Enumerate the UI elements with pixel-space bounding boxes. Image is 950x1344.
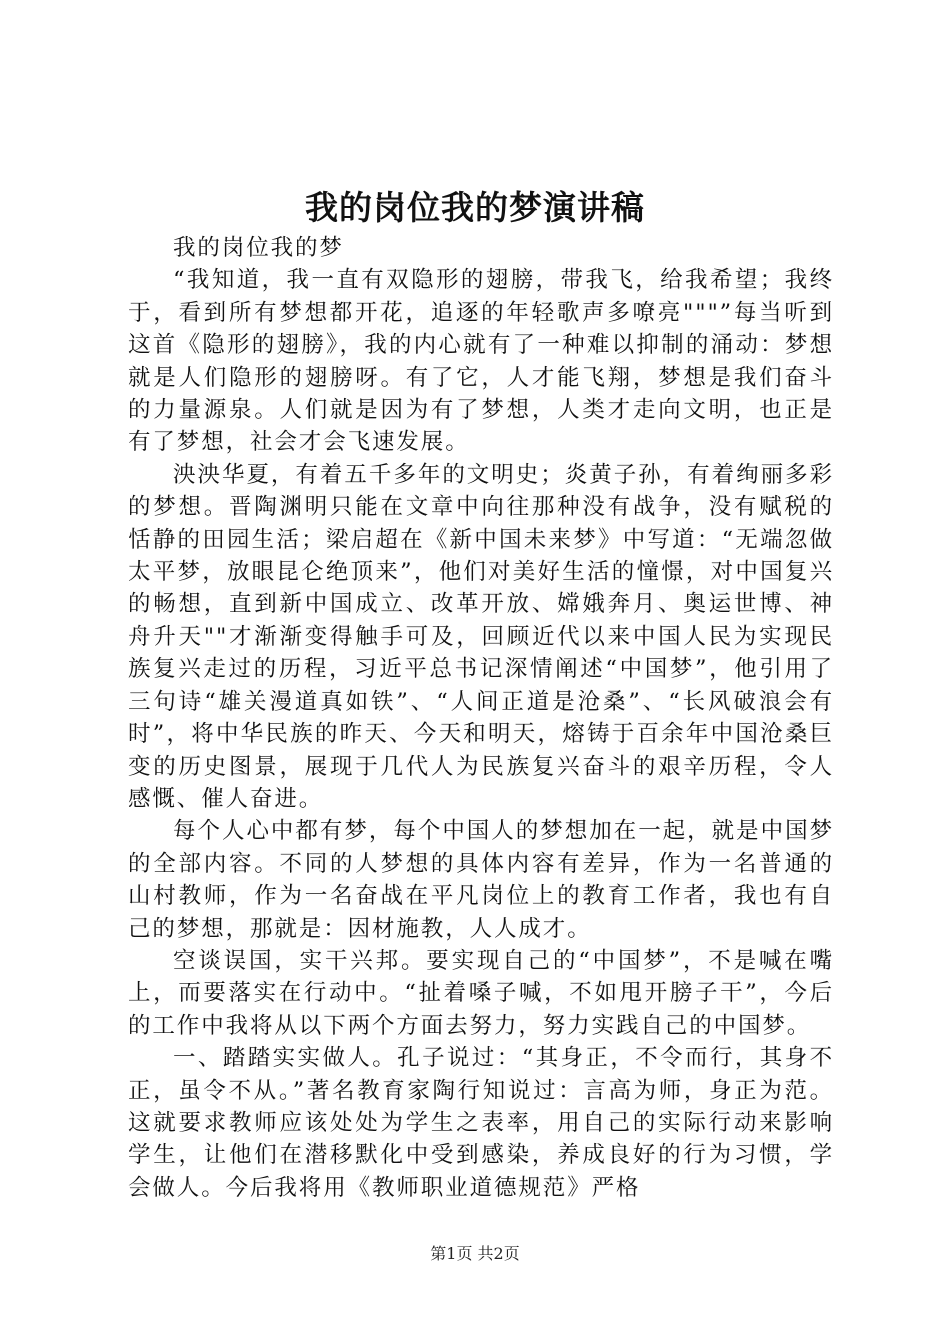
paragraph: 空谈误国，实干兴邦。要实现自己的“中国梦”，不是喊在嘴上，而要落实在行动中。“扯着嗓子喊，不如甩开膀子干”，今后的工作中我将从以下两个方面去努力，努力实践自己的中国梦。 [128, 947, 834, 1039]
paragraph: 泱泱华夏，有着五千多年的文明史；炎黄子孙，有着绚丽多彩的梦想。晋陶渊明只能在文章中向往那种没有战争，没有赋税的恬静的田园生活；梁启超在《新中国未来梦》中写道：“无端忽做太平梦，放眼昆仑绝顶来”，他们对美好生活的憧憬，对中国复兴的畅想，直到新中国成立、改革开放、嫦娥奔月、奥运世博、神舟升天""才渐渐变得触手可及，回顾近代以来中国人民为实现民族复兴走过的历程，习近平总书记深情阐述“中国梦”，他引用了三句诗“雄关漫道真如铁”、“人间正道是沧桑”、“长风破浪会有时”，将中华民族的昨天、今天和明天，熔铸于百余年中国沧桑巨变的历史图景，展现于几代人为民族复兴奋斗的艰辛历程，令人感慨、催人奋进。 [128, 461, 834, 812]
page-footer: 第1页 共2页 [430, 1244, 520, 1263]
document-body [128, 232, 834, 1204]
paragraph: 每个人心中都有梦，每个中国人的梦想加在一起，就是中国梦的全部内容。不同的人梦想的具体内容有差异，作为一名普通的山村教师，作为一名奋战在平凡岗位上的教育工作者，我也有自己的梦想，那就是：因材施教，人人成才。 [128, 818, 834, 942]
paragraph: “我知道，我一直有双隐形的翅膀，带我飞，给我希望；我终于，看到所有梦想都开花，追逐的年轻歌声多嘹亮"""”每当听到这首《隐形的翅膀》，我的内心就有了一种难以抑制的涌动：梦想就是人们隐形的翅膀呀。有了它，人才能飞翔，梦想是我们奋斗的力量源泉。人们就是因为有了梦想，人类才走向文明，也正是有了梦想，社会才会飞速发展。 [128, 267, 834, 456]
speech-subtitle: 我的岗位我的梦 [173, 235, 344, 261]
document-title: 我的岗位我的梦演讲稿 [305, 188, 645, 227]
paragraph: 一、踏踏实实做人。孔子说过：“其身正，不令而行，其身不正，虽令不从。”著名教育家陶行知说过：言高为师，身正为范。这就要求教师应该处处为学生之表率，用自己的实际行动来影响学生，让他们在潜移默化中受到感染，养成良好的行为习惯，学会做人。今后我将用《教师职业道德规范》严格 [128, 1045, 834, 1201]
